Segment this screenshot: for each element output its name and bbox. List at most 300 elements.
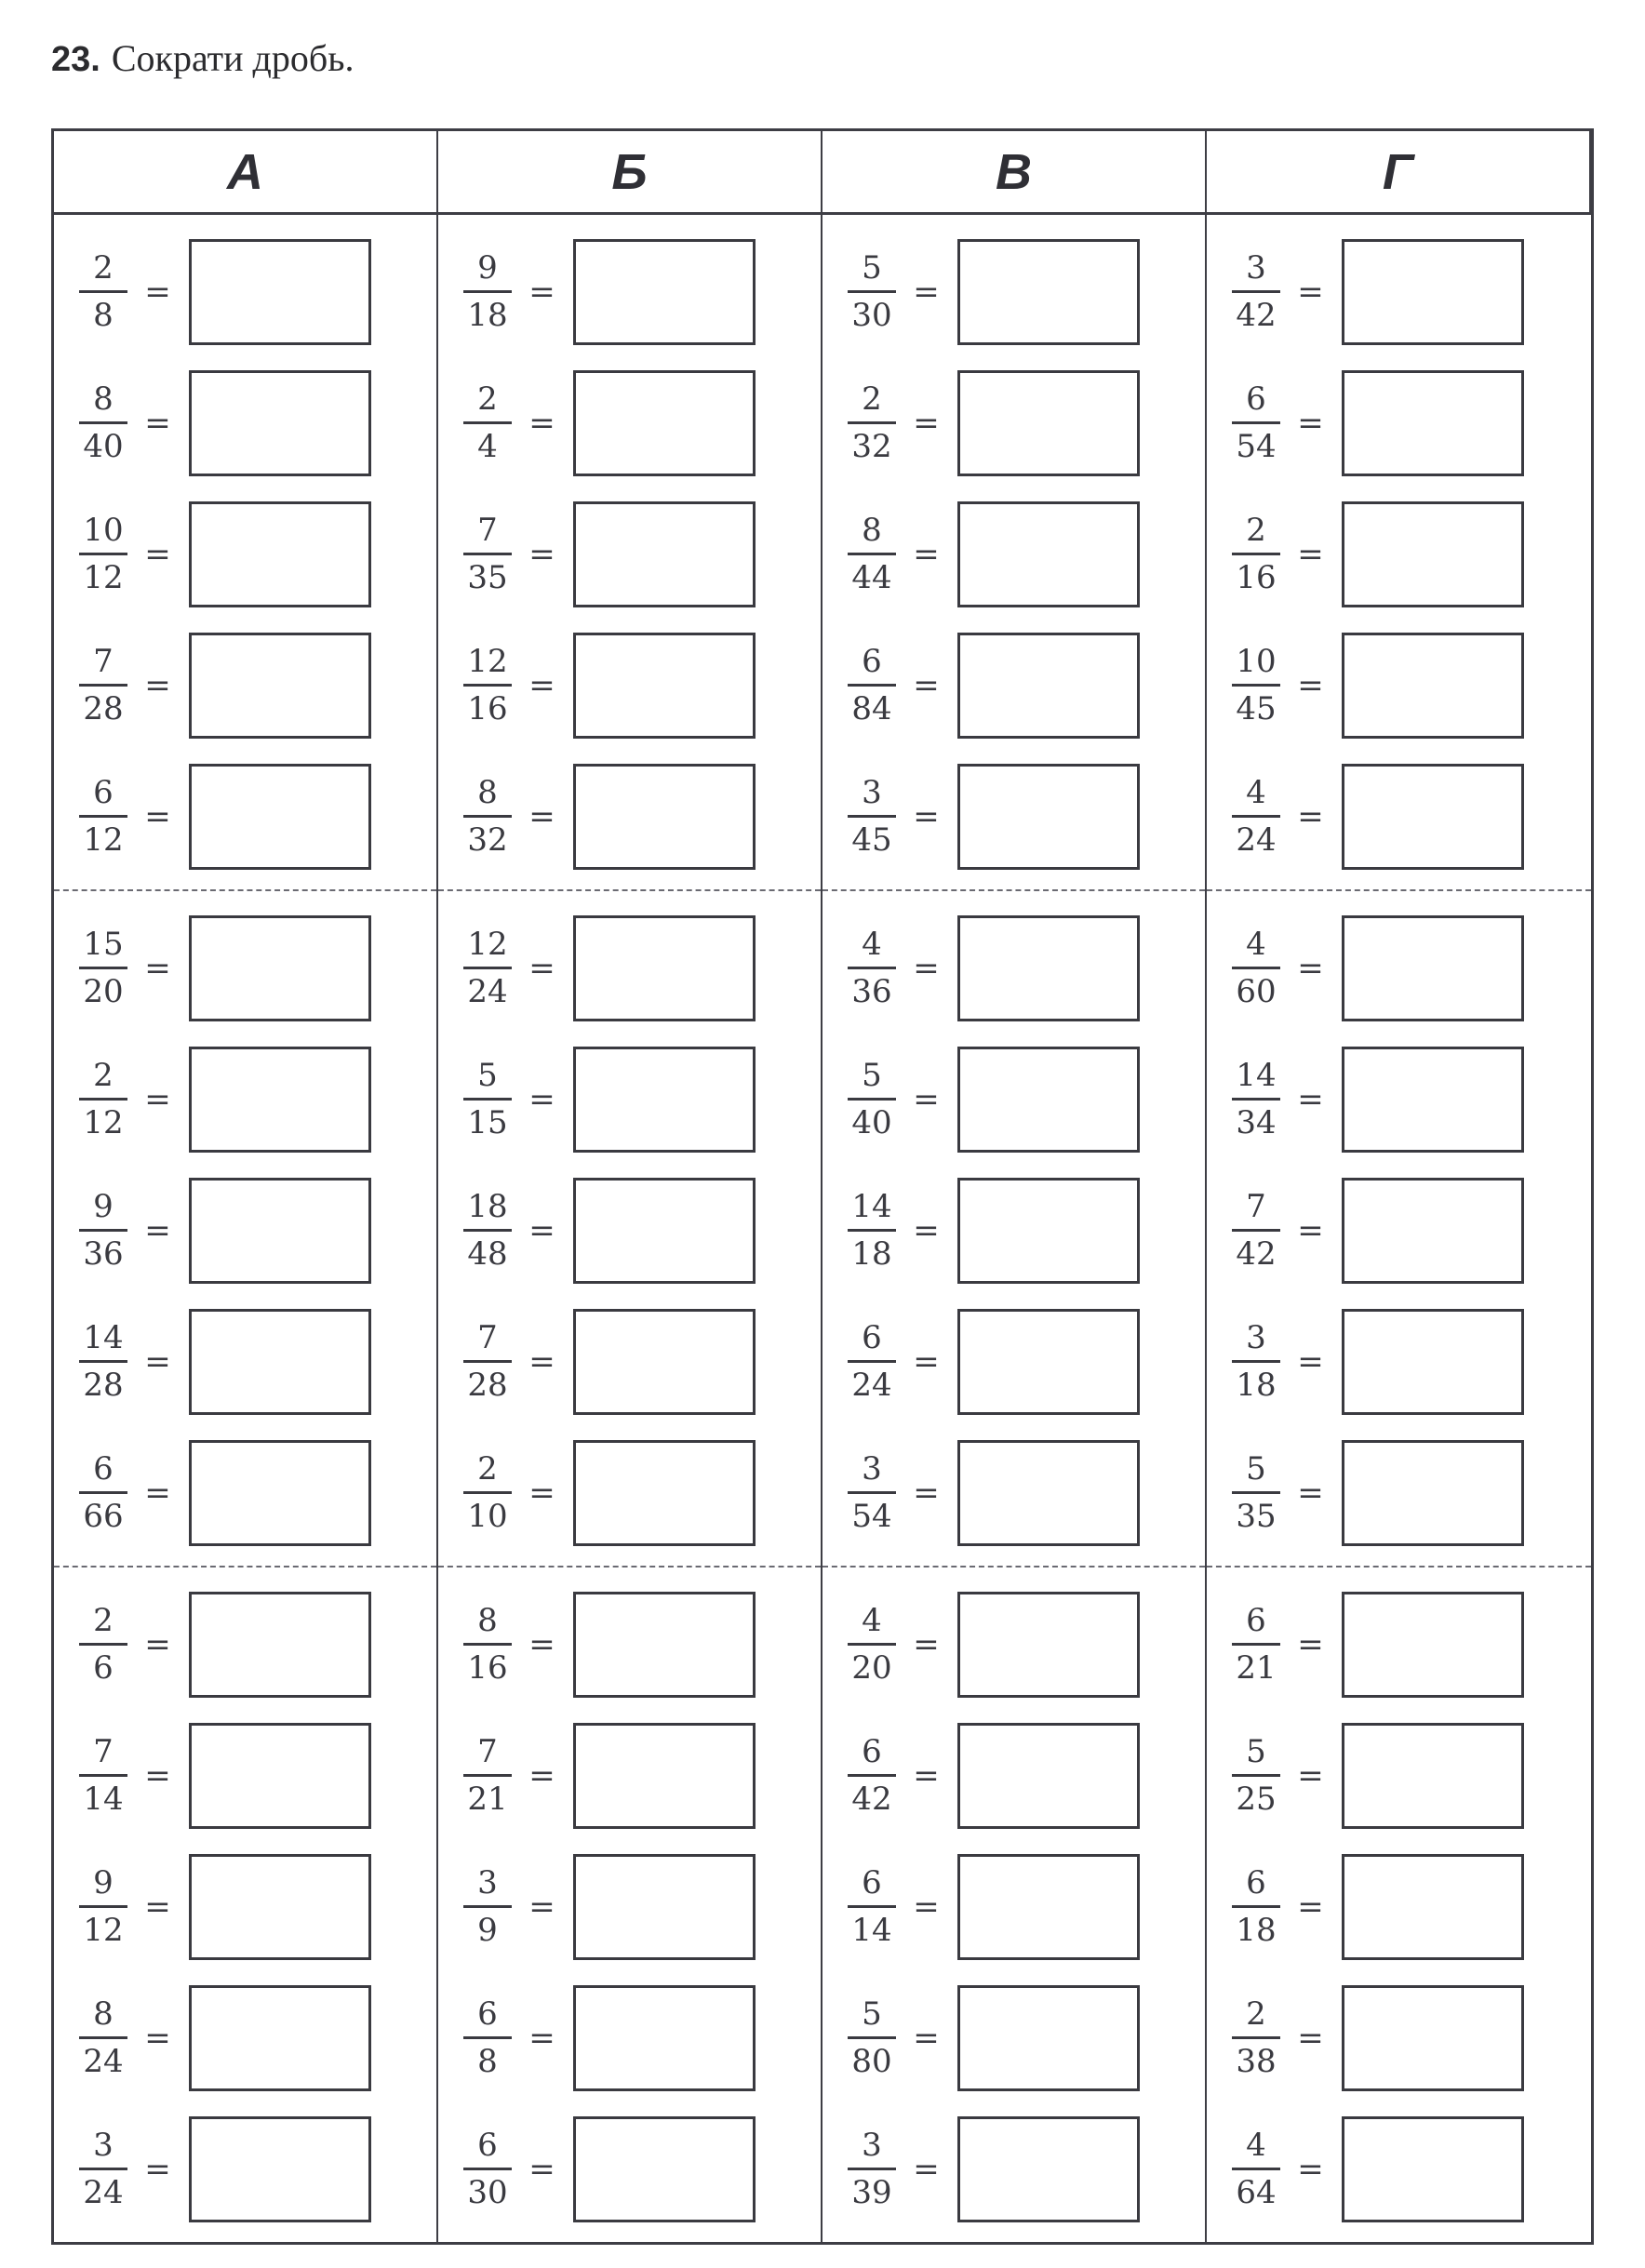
fraction-numerator: 3 (862, 2127, 882, 2164)
fraction-denominator: 12 (83, 1912, 124, 1949)
answer-box[interactable] (189, 2116, 371, 2222)
exercise-row (54, 1972, 436, 2103)
fraction-bar (463, 684, 512, 687)
equals-sign: = (1297, 1211, 1324, 1249)
answer-box[interactable] (1342, 1178, 1524, 1284)
equals-sign: = (913, 1080, 940, 1118)
answer-box[interactable] (957, 915, 1140, 1021)
fraction-bar (1232, 1905, 1280, 1908)
equals-sign: = (913, 273, 940, 311)
exercise-group (54, 215, 436, 891)
fraction (843, 380, 901, 466)
fraction-bar (79, 1360, 127, 1363)
fraction-bar (1232, 421, 1280, 424)
answer-box[interactable] (1342, 633, 1524, 739)
fraction-numerator: 6 (477, 2127, 498, 2164)
equals-sign: = (1297, 273, 1324, 311)
equals-sign: = (144, 1888, 171, 1926)
fraction-numerator: 12 (467, 643, 508, 680)
fraction-denominator: 12 (83, 559, 124, 596)
equals-sign: = (528, 1756, 555, 1794)
exercise-row (822, 1165, 1205, 1296)
fraction-denominator: 24 (851, 1367, 892, 1404)
exercise-row (438, 1972, 821, 2103)
fraction-denominator: 30 (467, 2174, 508, 2211)
exercise-row (54, 488, 436, 620)
equals-sign: = (144, 273, 171, 311)
fraction-denominator: 60 (1236, 973, 1277, 1010)
exercise-row (1207, 1165, 1591, 1296)
fraction (843, 1995, 901, 2081)
fraction-bar (848, 1774, 896, 1777)
fraction-numerator: 5 (477, 1057, 498, 1094)
exercise-group (1207, 1568, 1591, 2242)
answer-box[interactable] (573, 915, 756, 1021)
fraction (1227, 2126, 1285, 2212)
fraction-numerator: 9 (93, 1188, 114, 1225)
exercise-row (1207, 1841, 1591, 1972)
column-header-g: Г (1207, 131, 1591, 215)
answer-box[interactable] (189, 1047, 371, 1153)
equals-sign: = (913, 1756, 940, 1794)
fraction-denominator: 15 (467, 1104, 508, 1141)
answer-box[interactable] (1342, 1854, 1524, 1960)
fraction-numerator: 5 (1246, 1733, 1266, 1770)
answer-box[interactable] (1342, 1592, 1524, 1698)
task-instruction: Сократи дробь. (111, 37, 354, 79)
answer-box[interactable] (1342, 501, 1524, 607)
fraction-denominator: 36 (83, 1235, 124, 1273)
equals-sign: = (528, 1211, 555, 1249)
exercise-row (54, 902, 436, 1034)
fraction-numerator: 5 (1246, 1450, 1266, 1488)
fraction-denominator: 66 (83, 1498, 124, 1535)
fraction-numerator: 7 (477, 1319, 498, 1356)
fraction (74, 2126, 132, 2212)
answer-box[interactable] (189, 239, 371, 345)
fraction-denominator: 14 (851, 1912, 892, 1949)
exercise-row (54, 1427, 436, 1558)
fraction-numerator: 8 (477, 774, 498, 811)
fraction-numerator: 7 (477, 1733, 498, 1770)
answer-box[interactable] (189, 1440, 371, 1546)
fraction-bar (1232, 1360, 1280, 1363)
fraction-bar (1232, 1098, 1280, 1101)
fraction-bar (848, 2168, 896, 2170)
answer-box[interactable] (957, 1723, 1140, 1829)
exercise-group (438, 891, 821, 1568)
fraction-bar (1232, 1229, 1280, 1232)
answer-box[interactable] (1342, 915, 1524, 1021)
fraction-bar (79, 421, 127, 424)
exercise-row (54, 1841, 436, 1972)
fraction-numerator: 2 (1246, 1995, 1266, 2033)
fraction (459, 1601, 516, 1688)
fraction (74, 1318, 132, 1405)
answer-box[interactable] (957, 1440, 1140, 1546)
fraction-denominator: 80 (851, 2043, 892, 2080)
fraction-numerator: 10 (83, 512, 124, 549)
answer-box[interactable] (1342, 1723, 1524, 1829)
answer-box[interactable] (1342, 1047, 1524, 1153)
fraction-numerator: 6 (1246, 1602, 1266, 1639)
fraction (74, 642, 132, 728)
exercise-row (54, 1034, 436, 1165)
fraction-bar (79, 290, 127, 293)
exercise-row (1207, 1034, 1591, 1165)
answer-box[interactable] (573, 1985, 756, 2091)
equals-sign: = (528, 1625, 555, 1663)
fraction (1227, 925, 1285, 1011)
fraction-denominator: 32 (851, 428, 892, 465)
exercise-row (1207, 488, 1591, 620)
exercise-row (822, 1034, 1205, 1165)
equals-sign: = (1297, 2019, 1324, 2057)
fraction (459, 511, 516, 597)
exercise-row (54, 2103, 436, 2235)
fraction-bar (79, 2168, 127, 2170)
answer-box[interactable] (957, 2116, 1140, 2222)
answer-box[interactable] (573, 1440, 756, 1546)
equals-sign: = (144, 1080, 171, 1118)
fraction (1227, 642, 1285, 728)
fraction-denominator: 24 (1236, 821, 1277, 859)
answer-box[interactable] (573, 1723, 756, 1829)
exercise-row (54, 357, 436, 488)
answer-box[interactable] (189, 764, 371, 870)
fraction-bar (79, 1098, 127, 1101)
task-number: 23. (51, 40, 100, 79)
answer-box[interactable] (573, 501, 756, 607)
answer-box[interactable] (1342, 1440, 1524, 1546)
equals-sign: = (913, 797, 940, 835)
fraction (843, 773, 901, 860)
fraction-bar (1232, 553, 1280, 555)
answer-box[interactable] (573, 1854, 756, 1960)
fraction-denominator: 48 (467, 1235, 508, 1273)
equals-sign: = (913, 1211, 940, 1249)
exercise-row (438, 751, 821, 882)
fraction (74, 1995, 132, 2081)
exercise-row (438, 226, 821, 357)
fraction-numerator: 3 (93, 2127, 114, 2164)
fraction-numerator: 4 (1246, 774, 1266, 811)
answer-box[interactable] (957, 633, 1140, 739)
fraction-bar (79, 815, 127, 818)
equals-sign: = (144, 2150, 171, 2188)
fraction-bar (463, 1098, 512, 1101)
exercise-row (822, 2103, 1205, 2235)
equals-sign: = (1297, 797, 1324, 835)
equals-sign: = (144, 1342, 171, 1381)
equals-sign: = (913, 404, 940, 442)
answer-box[interactable] (189, 1723, 371, 1829)
answer-box[interactable] (957, 1854, 1140, 1960)
exercise-row (54, 751, 436, 882)
answer-box[interactable] (189, 1592, 371, 1698)
fraction-numerator: 2 (1246, 512, 1266, 549)
fraction (459, 1056, 516, 1142)
fraction-denominator: 28 (467, 1367, 508, 1404)
fraction (459, 2126, 516, 2212)
fraction-bar (848, 815, 896, 818)
equals-sign: = (528, 949, 555, 987)
fraction (1227, 1187, 1285, 1274)
answer-box[interactable] (189, 1985, 371, 2091)
fraction-bar (463, 1643, 512, 1646)
exercise-row (1207, 902, 1591, 1034)
fraction-denominator: 42 (1236, 1235, 1277, 1273)
fraction-numerator: 6 (477, 1995, 498, 2033)
fraction-denominator: 16 (1236, 559, 1277, 596)
equals-sign: = (1297, 404, 1324, 442)
fraction-numerator: 8 (477, 1602, 498, 1639)
fraction (74, 248, 132, 335)
fraction-numerator: 5 (862, 249, 882, 287)
fraction-numerator: 6 (93, 1450, 114, 1488)
answer-box[interactable] (957, 1592, 1140, 1698)
fraction (1227, 773, 1285, 860)
answer-box[interactable] (1342, 1985, 1524, 2091)
answer-box[interactable] (957, 764, 1140, 870)
fraction-denominator: 18 (467, 297, 508, 334)
answer-box[interactable] (957, 1178, 1140, 1284)
fraction-denominator: 24 (467, 973, 508, 1010)
fraction-denominator: 35 (467, 559, 508, 596)
answer-box[interactable] (189, 1854, 371, 1960)
fraction-numerator: 14 (851, 1188, 892, 1225)
fraction-numerator: 2 (477, 1450, 498, 1488)
exercise-row (438, 2103, 821, 2235)
fraction-bar (848, 1491, 896, 1494)
fraction-numerator: 6 (862, 1319, 882, 1356)
answer-box[interactable] (573, 2116, 756, 2222)
exercise-row (1207, 2103, 1591, 2235)
exercise-row (1207, 1710, 1591, 1841)
answer-box[interactable] (573, 633, 756, 739)
equals-sign: = (913, 1474, 940, 1512)
equals-sign: = (528, 666, 555, 704)
fraction-numerator: 4 (1246, 926, 1266, 963)
column-b (438, 215, 822, 2242)
exercise-group (438, 1568, 821, 2242)
fraction-numerator: 6 (1246, 1864, 1266, 1901)
equals-sign: = (144, 1625, 171, 1663)
fraction-numerator: 5 (862, 1057, 882, 1094)
fraction (74, 1863, 132, 1950)
fraction-numerator: 6 (862, 1864, 882, 1901)
answer-box[interactable] (189, 1309, 371, 1415)
exercise-row (822, 1427, 1205, 1558)
exercise-row (438, 1165, 821, 1296)
fraction-denominator: 34 (1236, 1104, 1277, 1141)
fraction-denominator: 45 (851, 821, 892, 859)
answer-box[interactable] (573, 1592, 756, 1698)
answer-box[interactable] (957, 1985, 1140, 2091)
fraction-denominator: 18 (851, 1235, 892, 1273)
fraction-numerator: 2 (93, 1057, 114, 1094)
fraction-bar (848, 290, 896, 293)
answer-box[interactable] (1342, 1309, 1524, 1415)
fraction-denominator: 18 (1236, 1912, 1277, 1949)
answer-box[interactable] (573, 1309, 756, 1415)
fraction-bar (463, 815, 512, 818)
answer-box[interactable] (1342, 239, 1524, 345)
fraction-bar (463, 553, 512, 555)
exercise-group (1207, 215, 1591, 891)
column-g (1207, 215, 1591, 2242)
fraction-bar (848, 2036, 896, 2039)
fraction-denominator: 30 (851, 297, 892, 334)
fraction (459, 773, 516, 860)
fraction-numerator: 7 (1246, 1188, 1266, 1225)
fraction (459, 1318, 516, 1405)
fraction (459, 1732, 516, 1819)
equals-sign: = (144, 797, 171, 835)
exercise-row (438, 1427, 821, 1558)
fraction (1227, 380, 1285, 466)
fraction-denominator: 40 (851, 1104, 892, 1141)
equals-sign: = (144, 535, 171, 573)
exercise-row (54, 226, 436, 357)
equals-sign: = (913, 2150, 940, 2188)
equals-sign: = (528, 2150, 555, 2188)
exercise-row (54, 1710, 436, 1841)
answer-box[interactable] (573, 764, 756, 870)
fraction (459, 1995, 516, 2081)
column-header-b: Б (438, 131, 822, 215)
exercise-group (822, 891, 1205, 1568)
fraction-numerator: 4 (862, 1602, 882, 1639)
exercise-row (822, 1710, 1205, 1841)
fraction-bar (79, 1774, 127, 1777)
exercise-row (822, 751, 1205, 882)
fraction-bar (463, 2036, 512, 2039)
fraction-numerator: 7 (477, 512, 498, 549)
answer-box[interactable] (957, 370, 1140, 476)
equals-sign: = (913, 1625, 940, 1663)
fraction-numerator: 9 (477, 249, 498, 287)
exercise-row (822, 1579, 1205, 1710)
equals-sign: = (913, 1342, 940, 1381)
fraction (74, 925, 132, 1011)
fraction-numerator: 15 (83, 926, 124, 963)
fraction-denominator: 36 (851, 973, 892, 1010)
answer-box[interactable] (189, 501, 371, 607)
answer-box[interactable] (189, 370, 371, 476)
fraction-denominator: 64 (1236, 2174, 1277, 2211)
answer-box[interactable] (573, 1047, 756, 1153)
equals-sign: = (1297, 666, 1324, 704)
answer-box[interactable] (957, 239, 1140, 345)
fraction-bar (1232, 1774, 1280, 1777)
fraction-denominator: 9 (477, 1912, 498, 1949)
fraction-denominator: 42 (1236, 297, 1277, 334)
fraction-denominator: 54 (1236, 428, 1277, 465)
fraction (843, 1187, 901, 1274)
fraction-numerator: 4 (1246, 2127, 1266, 2164)
answer-box[interactable] (957, 501, 1140, 607)
fraction-denominator: 35 (1236, 1498, 1277, 1535)
fraction-denominator: 4 (477, 428, 498, 465)
fraction-bar (463, 1229, 512, 1232)
answer-box[interactable] (1342, 370, 1524, 476)
exercise-row (822, 620, 1205, 751)
fraction (1227, 1056, 1285, 1142)
answer-box[interactable] (189, 915, 371, 1021)
fraction (74, 1449, 132, 1536)
fraction-numerator: 2 (862, 380, 882, 418)
fraction (843, 1056, 901, 1142)
fraction (74, 1056, 132, 1142)
fraction (843, 1863, 901, 1950)
fraction-denominator: 6 (93, 1649, 114, 1687)
exercise-row (822, 1841, 1205, 1972)
exercise-group (822, 215, 1205, 891)
fraction-bar (1232, 2168, 1280, 2170)
equals-sign: = (1297, 1080, 1324, 1118)
fraction-table (51, 128, 1594, 2245)
fraction-numerator: 6 (862, 1733, 882, 1770)
equals-sign: = (528, 1342, 555, 1381)
fraction (843, 2126, 901, 2212)
exercise-row (54, 620, 436, 751)
equals-sign: = (1297, 1756, 1324, 1794)
fraction (843, 1449, 901, 1536)
equals-sign: = (144, 949, 171, 987)
fraction-numerator: 14 (83, 1319, 124, 1356)
answer-box[interactable] (957, 1047, 1140, 1153)
answer-box[interactable] (189, 1178, 371, 1284)
exercise-row (1207, 751, 1591, 882)
answer-box[interactable] (573, 239, 756, 345)
fraction (459, 925, 516, 1011)
equals-sign: = (913, 949, 940, 987)
answer-box[interactable] (957, 1309, 1140, 1415)
fraction-bar (1232, 967, 1280, 969)
fraction-bar (848, 1905, 896, 1908)
equals-sign: = (528, 404, 555, 442)
exercise-group (438, 215, 821, 891)
column-v (822, 215, 1207, 2242)
fraction-denominator: 84 (851, 690, 892, 727)
equals-sign: = (528, 1888, 555, 1926)
task-heading (51, 35, 354, 83)
fraction-numerator: 9 (93, 1864, 114, 1901)
answer-box[interactable] (573, 1178, 756, 1284)
exercise-row (822, 902, 1205, 1034)
fraction-denominator: 16 (467, 690, 508, 727)
answer-box[interactable] (573, 370, 756, 476)
answer-box[interactable] (1342, 2116, 1524, 2222)
fraction-numerator: 3 (862, 774, 882, 811)
fraction (459, 248, 516, 335)
answer-box[interactable] (189, 633, 371, 739)
answer-box[interactable] (1342, 764, 1524, 870)
exercise-row (54, 1165, 436, 1296)
fraction-bar (848, 421, 896, 424)
fraction (843, 1732, 901, 1819)
exercise-row (438, 1296, 821, 1427)
equals-sign: = (528, 535, 555, 573)
fraction (74, 773, 132, 860)
fraction-numerator: 8 (93, 1995, 114, 2033)
fraction-bar (1232, 815, 1280, 818)
equals-sign: = (913, 535, 940, 573)
exercise-group (1207, 891, 1591, 1568)
fraction-numerator: 10 (1236, 643, 1277, 680)
fraction (1227, 1449, 1285, 1536)
